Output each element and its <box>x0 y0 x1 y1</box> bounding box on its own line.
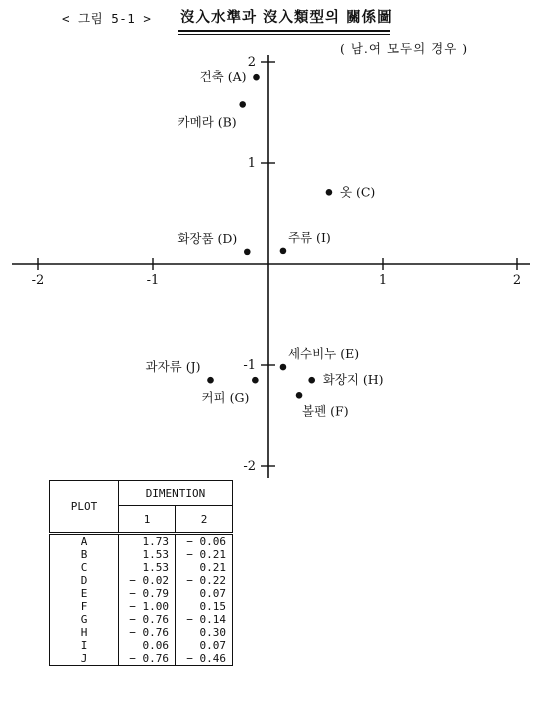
table-row <box>50 652 233 666</box>
dim1-cell: − 0.79 <box>119 587 176 600</box>
x-tick-label: 1 <box>378 273 388 288</box>
data-point-i <box>280 248 287 255</box>
plot-cell: H <box>50 626 119 639</box>
plot-cell: J <box>50 652 119 666</box>
data-label-j: 과자류 (J) <box>145 359 201 375</box>
data-point-b <box>239 101 246 108</box>
data-point-e <box>280 364 287 371</box>
table-row <box>50 587 233 600</box>
data-label-e: 세수비누 (E) <box>287 346 360 362</box>
plot-cell: A <box>50 534 119 549</box>
table-row <box>50 534 233 549</box>
table-row <box>50 626 233 639</box>
chart-title: 沒入水準과 沒入類型의 關係圖 <box>180 9 393 26</box>
dim2-header: 2 <box>176 506 233 534</box>
dim1-cell: 1.73 <box>119 534 176 549</box>
x-tick-label: -2 <box>31 273 45 288</box>
y-tick-label: 2 <box>247 55 256 70</box>
dim1-cell: 0.06 <box>119 639 176 652</box>
plot-cell: I <box>50 639 119 652</box>
dim2-cell: 0.07 <box>176 639 233 652</box>
table-row <box>50 639 233 652</box>
table-row <box>50 561 233 574</box>
dim2-cell: − 0.21 <box>176 548 233 561</box>
data-point-g <box>252 377 259 384</box>
dim1-cell: − 0.76 <box>119 613 176 626</box>
y-tick-label: -2 <box>243 459 256 474</box>
table-row <box>50 600 233 613</box>
data-point-h <box>308 377 315 384</box>
dim2-cell: 0.15 <box>176 600 233 613</box>
plot-cell: C <box>50 561 119 574</box>
dim1-cell: 1.53 <box>119 561 176 574</box>
dim2-cell: 0.21 <box>176 561 233 574</box>
table-header-row <box>50 481 233 506</box>
y-tick-label: -1 <box>243 358 256 373</box>
dim1-header: 1 <box>119 506 176 534</box>
figure-label: < 그림 5-1 > <box>62 11 152 26</box>
dim2-cell: − 0.22 <box>176 574 233 587</box>
data-point-c <box>326 189 333 196</box>
data-point-f <box>296 392 303 399</box>
table-row <box>50 574 233 587</box>
table-row <box>50 548 233 561</box>
plot-header: PLOT <box>50 481 119 534</box>
y-tick-label: 1 <box>247 156 256 171</box>
plot-cell: G <box>50 613 119 626</box>
dim1-cell: − 0.02 <box>119 574 176 587</box>
dim2-cell: − 0.06 <box>176 534 233 549</box>
dim2-cell: 0.30 <box>176 626 233 639</box>
table-row <box>50 613 233 626</box>
data-label-i: 주류 (I) <box>287 229 331 245</box>
dim2-cell: − 0.14 <box>176 613 233 626</box>
plot-cell: E <box>50 587 119 600</box>
data-label-g: 커피 (G) <box>201 390 250 406</box>
table-body <box>50 534 233 666</box>
plot-cell: D <box>50 574 119 587</box>
plot-cell: F <box>50 600 119 613</box>
x-tick-label: -1 <box>146 273 160 288</box>
data-point-d <box>244 249 251 256</box>
coordinates-table <box>49 480 233 666</box>
dim2-cell: − 0.46 <box>176 652 233 666</box>
data-point-j <box>207 377 214 384</box>
dim2-cell: 0.07 <box>176 587 233 600</box>
chart-subtitle: ( 남.여 모두의 경우 ) <box>340 41 469 56</box>
plot-cell: B <box>50 548 119 561</box>
dim1-cell: − 0.76 <box>119 652 176 666</box>
dim1-cell: 1.53 <box>119 548 176 561</box>
data-label-c: 옷 (C) <box>339 184 376 200</box>
dim1-cell: − 0.76 <box>119 626 176 639</box>
data-label-b: 카메라 (B) <box>177 114 237 130</box>
data-label-f: 볼펜 (F) <box>302 403 349 419</box>
data-label-d: 화장품 (D) <box>177 230 238 246</box>
dimention-header: DIMENTION <box>119 481 233 506</box>
dim1-cell: − 1.00 <box>119 600 176 613</box>
data-label-h: 화장지 (H) <box>322 372 384 388</box>
x-tick-label: 2 <box>512 273 522 288</box>
data-point-a <box>253 74 260 81</box>
data-label-a: 건축 (A) <box>199 69 247 85</box>
